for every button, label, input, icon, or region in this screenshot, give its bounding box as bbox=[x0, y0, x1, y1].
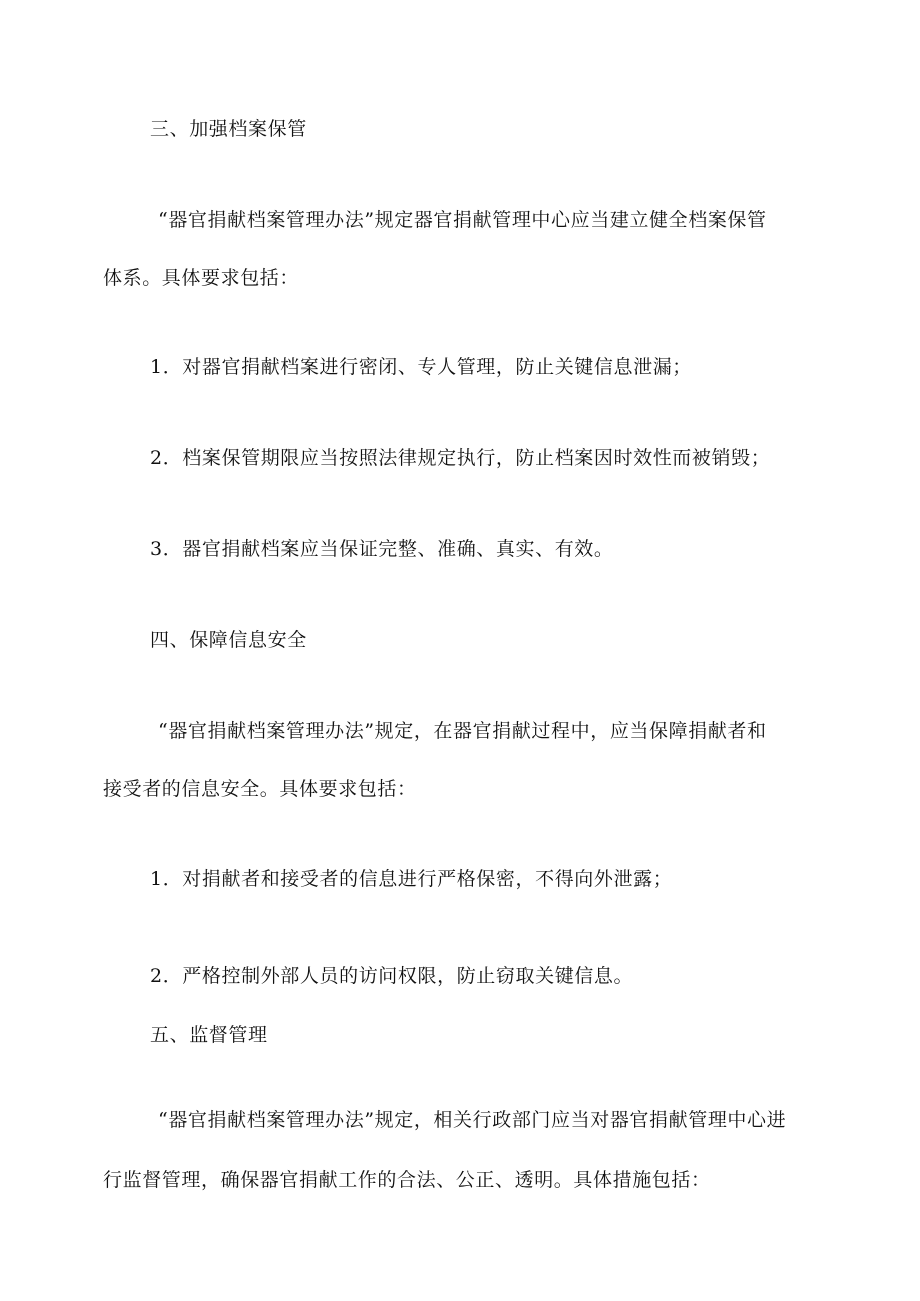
section-3-item-2: 2．档案保管期限应当按照法律规定执行，防止档案因时效性而被销毁； bbox=[150, 447, 771, 469]
section-heading-5: 五、监督管理 bbox=[150, 1024, 268, 1046]
section-3-intro-line-2: 体系。具体要求包括： bbox=[103, 267, 300, 289]
section-4-item-1: 1．对捐献者和接受者的信息进行严格保密，不得向外泄露； bbox=[150, 868, 673, 890]
section-5-intro-line-2: 行监督管理，确保器官捐献工作的合法、公正、透明。具体措施包括： bbox=[103, 1169, 711, 1191]
section-4-intro-line-2: 接受者的信息安全。具体要求包括： bbox=[103, 778, 417, 800]
section-3-item-1: 1．对器官捐献档案进行密闭、专人管理，防止关键信息泄漏； bbox=[150, 356, 692, 378]
section-4-item-2: 2．严格控制外部人员的访问权限，防止窃取关键信息。 bbox=[150, 965, 634, 987]
section-heading-3: 三、加强档案保管 bbox=[150, 118, 307, 140]
section-heading-4: 四、保障信息安全 bbox=[150, 629, 307, 651]
section-3-intro-line-1: “器官捐献档案管理办法”规定器官捐献管理中心应当建立健全档案保管 bbox=[158, 209, 767, 231]
section-3-item-3: 3．器官捐献档案应当保证完整、准确、真实、有效。 bbox=[150, 538, 614, 560]
section-4-intro-line-1: “器官捐献档案管理办法”规定，在器官捐献过程中，应当保障捐献者和 bbox=[158, 720, 767, 742]
section-5-intro-line-1: “器官捐献档案管理办法”规定，相关行政部门应当对器官捐献管理中心进 bbox=[158, 1109, 787, 1131]
